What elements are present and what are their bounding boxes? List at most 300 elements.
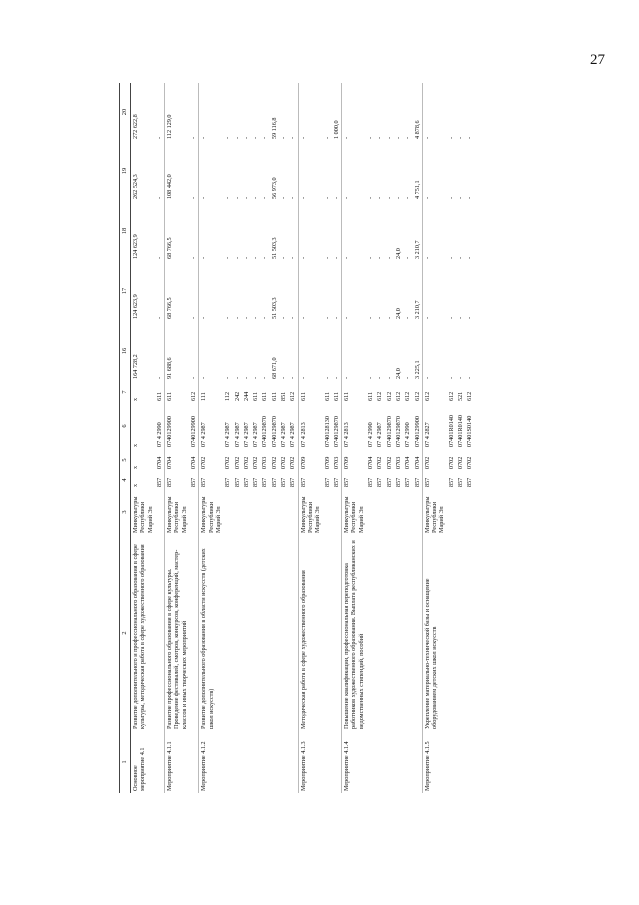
value-2017-cell: - [233,316,241,319]
vr-cell: 244 [242,391,250,401]
value-2019-cell: - [298,141,322,201]
executor-cell [413,489,423,535]
value-2020-cell: - [190,136,198,139]
value-2016-cell: - [456,376,464,379]
value-2017-cell: - [155,316,163,319]
table-row [403,83,412,793]
vr-cell: 612 [466,391,474,401]
event-name-cell [323,731,332,793]
grbs-cell: 857 [280,477,288,487]
executor-cell [233,489,242,535]
value-2016-cell: - [252,376,260,379]
value-2018-cell: - [422,201,446,261]
rzpr-cell: 0702 [385,456,393,469]
executor-cell: Минкультуры Республики Марий Эл [131,489,155,535]
value-2018-cell: - [447,256,455,259]
value-2017-cell: - [376,316,384,319]
value-2017-cell: - [447,316,455,319]
value-2019-cell: - [224,196,232,199]
grbs-cell: 857 [447,477,455,487]
grbs-cell: 857 [367,477,375,487]
event-description-cell [447,535,456,731]
rzpr-cell: 0702 [466,456,474,469]
grbs-cell: х [131,471,155,489]
table-row [189,83,199,793]
value-2017-cell: 51 503,3 [270,297,278,319]
value-2017-cell: - [456,316,464,319]
table-row [199,83,223,793]
event-description-cell [251,535,260,731]
value-2016-cell: - [385,376,393,379]
value-2020-cell: - [466,136,474,139]
value-2019-cell: - [394,196,402,199]
table-row [260,83,269,793]
vr-cell: 111 [199,381,223,403]
value-2019-cell: - [332,196,340,199]
table-row [155,83,165,793]
table-body [131,83,475,793]
header-cell: 18 [120,201,131,261]
value-2017-cell: - [190,316,198,319]
vr-cell: х [131,381,155,403]
csr-cell: 07401R0140 [447,415,455,447]
value-2016-cell: - [242,376,250,379]
value-2016-cell: - [376,376,384,379]
table-row [233,83,242,793]
event-name-cell [279,731,288,793]
value-2017-cell: - [422,261,446,321]
vr-cell: 521 [456,391,464,401]
value-2019-cell: - [376,196,384,199]
value-2020-cell: - [298,83,322,141]
header-cell: 16 [120,321,131,381]
event-name-cell [251,731,260,793]
table-row [394,83,403,793]
value-2019-cell: - [385,196,393,199]
table-row [223,83,232,793]
vr-cell: 612 [413,391,421,401]
value-2017-cell: - [298,261,322,321]
value-2019-cell: 56 973,0 [270,177,278,199]
table-row [165,83,189,793]
rzpr-cell: 0702 [447,456,455,469]
executor-cell: Минкультуры Республики Марий Эл [422,489,446,535]
value-2020-cell: - [280,136,288,139]
value-2018-cell: - [155,256,163,259]
rzpr-cell: 0702 [289,456,297,469]
vr-cell: 851 [280,391,288,401]
vr-cell: 611 [165,381,189,403]
executor-cell [465,489,474,535]
value-2017-cell: - [404,316,412,319]
event-description-cell [332,535,342,731]
event-description-cell: Методическая работа в сфере художественного образования [298,535,322,731]
vr-cell: 612 [422,381,446,403]
value-2018-cell: 51 503,3 [270,237,278,259]
rzpr-cell: 0702 [252,456,260,469]
rzpr-cell: 0703 [394,456,402,469]
value-2017-cell: - [323,316,331,319]
grbs-cell: 857 [289,477,297,487]
budget-table [119,83,475,793]
csr-cell: 07 4 2987 [242,422,250,447]
value-2019-cell: 262 524,3 [131,141,155,201]
rzpr-cell: 0702 [456,456,464,469]
grbs-cell: 857 [224,477,232,487]
table-header [120,83,131,793]
rzpr-cell: 0704 [367,456,375,469]
event-description-cell [233,535,242,731]
grbs-cell: 857 [385,477,393,487]
csr-cell: 07 4 2990 [404,422,412,447]
value-2020-cell: - [289,136,297,139]
value-2019-cell: - [289,196,297,199]
value-2020-cell: - [242,136,250,139]
event-name-cell [403,731,412,793]
value-2018-cell: - [298,201,322,261]
value-2020-cell: - [199,83,223,141]
value-2017-cell: - [224,316,232,319]
event-name-cell [233,731,242,793]
value-2017-cell: - [261,316,269,319]
event-name-cell [413,731,423,793]
executor-cell [394,489,403,535]
table-row [447,83,456,793]
table-row [251,83,260,793]
value-2017-cell: - [242,316,250,319]
value-2018-cell: - [280,256,288,259]
csr-cell: 07 4 2827 [422,403,446,449]
executor-cell [260,489,269,535]
executor-cell [332,489,342,535]
executor-cell [270,489,279,535]
rzpr-cell: 0704 [190,456,198,469]
value-2018-cell: - [323,256,331,259]
csr-cell: 0740129900 [413,416,421,447]
rzpr-cell: 0709 [342,449,366,471]
value-2017-cell: - [466,316,474,319]
value-2019-cell: - [190,196,198,199]
event-description-cell [456,535,465,731]
value-2019-cell: - [242,196,250,199]
value-2018-cell: - [289,256,297,259]
executor-cell [279,489,288,535]
csr-cell: 07 4 2987 [376,422,384,447]
rzpr-cell: 0704 [413,456,421,469]
value-2017-cell: 24,0 [394,308,402,319]
table-row [332,83,342,793]
executor-cell [223,489,232,535]
value-2018-cell: 3 210,7 [413,240,421,259]
event-name-cell [366,731,375,793]
executor-cell: Минкультуры Республики Марий Эл [165,489,189,535]
value-2020-cell: - [376,136,384,139]
csr-cell: 0740129900 [190,416,198,447]
event-description-cell [242,535,251,731]
header-cell: 7 [120,381,131,403]
event-description-cell [375,535,384,731]
rzpr-cell: 0702 [270,456,278,469]
value-2018-cell: - [242,256,250,259]
header-cell: 6 [120,403,131,449]
event-name-cell [270,731,279,793]
value-2018-cell: 124 623,9 [131,201,155,261]
rzpr-cell: 0702 [199,449,223,471]
executor-cell [189,489,199,535]
grbs-cell: 857 [252,477,260,487]
rzpr-cell: 0709 [323,456,331,469]
value-2016-cell: 24,0 [394,368,402,379]
value-2019-cell: - [155,196,163,199]
value-2018-cell: - [342,201,366,261]
value-2018-cell: - [332,256,340,259]
value-2016-cell: - [289,376,297,379]
value-2020-cell: 1 000,0 [332,120,340,139]
rzpr-cell: 0703 [332,456,340,469]
csr-cell: 07401R0140 [456,415,464,447]
executor-cell [323,489,332,535]
executor-cell [403,489,412,535]
event-name-cell [189,731,199,793]
event-description-cell: Развитие дополнительного и профессионального образования в сфере культуры, методическая работа в сфере художественного образования [131,535,155,731]
csr-cell: х [131,403,155,449]
value-2017-cell: 68 766,5 [165,261,189,321]
vr-cell: 612 [404,391,412,401]
grbs-cell: 857 [199,471,223,489]
executor-cell [456,489,465,535]
value-2019-cell: - [456,196,464,199]
value-2017-cell: - [367,316,375,319]
grbs-cell: 857 [394,477,402,487]
value-2016-cell: 164 728,2 [131,321,155,381]
event-description-cell [403,535,412,731]
event-name-cell [385,731,394,793]
vr-cell: 612 [385,391,393,401]
header-cell: 5 [120,449,131,471]
event-name-cell [242,731,251,793]
grbs-cell: 857 [298,471,322,489]
grbs-cell: 857 [332,477,340,487]
value-2016-cell: 3 225,1 [413,360,421,379]
csr-cell: 0740129870 [394,416,402,447]
value-2017-cell: - [342,261,366,321]
vr-cell: 112 [224,391,232,401]
value-2019-cell: - [233,196,241,199]
grbs-cell: 857 [270,477,278,487]
grbs-cell: 857 [404,477,412,487]
grbs-cell: 857 [323,477,331,487]
event-name-cell [394,731,403,793]
value-2020-cell: - [394,136,402,139]
table-row [131,83,155,793]
value-2019-cell: - [252,196,260,199]
value-2020-cell: - [422,83,446,141]
value-2019-cell: - [447,196,455,199]
value-2019-cell: 108 442,0 [165,141,189,201]
event-description-cell: Развитие профессионального образования в сфере культуры. Проведение фестивалей, смотров, конкурсов, конференций, мастер-классов и иных творческих мероприятий [165,535,189,731]
value-2019-cell: 4 751,1 [413,180,421,199]
csr-cell: 07 4 2987 [224,422,232,447]
value-2016-cell: - [190,376,198,379]
csr-cell: 0740129870 [270,416,278,447]
value-2016-cell: - [199,321,223,381]
csr-cell: 07 4 2813 [298,403,322,449]
event-name-cell [155,731,165,793]
event-description-cell [223,535,232,731]
vr-cell: 612 [394,391,402,401]
grbs-cell: 857 [155,477,163,487]
table-row [413,83,423,793]
event-name-cell: Мероприятие 4.1.3 [298,731,322,793]
vr-cell: 612 [190,391,198,401]
value-2020-cell: - [367,136,375,139]
csr-cell: 0740129870 [332,416,340,447]
vr-cell: 611 [342,381,366,403]
event-description-cell [279,535,288,731]
value-2018-cell: - [233,256,241,259]
vr-cell: 611 [332,391,340,401]
value-2019-cell: - [261,196,269,199]
executor-cell [447,489,456,535]
table-row [279,83,288,793]
event-description-cell [465,535,474,731]
value-2019-cell: - [422,141,446,201]
event-description-cell: Развитие дополнительного образования в области искусств (детских школ искусств) [199,535,223,731]
value-2020-cell: - [447,136,455,139]
grbs-cell: 857 [233,477,241,487]
csr-cell: 07 4 2987 [289,422,297,447]
value-2019-cell: - [280,196,288,199]
value-2018-cell: - [224,256,232,259]
value-2020-cell: - [155,136,163,139]
vr-cell: 611 [323,391,331,401]
table-row [323,83,332,793]
table-row [288,83,298,793]
executor-cell [155,489,165,535]
value-2019-cell: - [199,141,223,201]
value-2018-cell: - [466,256,474,259]
event-description-cell: Повышение квалификации, профессиональная переподготовка работников художественного образования. Выплата республиканских и ведомственных стипендий, пособий [342,535,366,731]
rzpr-cell: 0702 [233,456,241,469]
rzpr-cell: 0702 [224,456,232,469]
header-cell: 4 [120,471,131,489]
executor-cell [288,489,298,535]
value-2016-cell: 91 688,6 [165,321,189,381]
value-2018-cell: - [376,256,384,259]
event-name-cell [465,731,474,793]
value-2018-cell: - [404,256,412,259]
executor-cell: Минкультуры Республики Марий Эл [298,489,322,535]
event-description-cell [394,535,403,731]
header-cell: 19 [120,141,131,201]
value-2016-cell: - [224,376,232,379]
csr-cell: 07 4 2990 [155,422,163,447]
value-2018-cell: - [385,256,393,259]
vr-cell: 612 [376,391,384,401]
event-name-cell: Мероприятие 4.1.2 [199,731,223,793]
rzpr-cell: 0702 [376,456,384,469]
header-cell: 2 [120,535,131,731]
event-description-cell [366,535,375,731]
value-2019-cell: - [323,196,331,199]
grbs-cell: 857 [190,477,198,487]
value-2016-cell: - [447,376,455,379]
table-row [242,83,251,793]
event-description-cell [155,535,165,731]
value-2019-cell: - [367,196,375,199]
grbs-cell: 857 [466,477,474,487]
value-2016-cell: - [422,321,446,381]
rzpr-cell: 0702 [280,456,288,469]
value-2020-cell: - [323,136,331,139]
event-description-cell [385,535,394,731]
rzpr-cell: 0704 [165,449,189,471]
table-row [375,83,384,793]
table-row [298,83,322,793]
value-2020-cell: - [404,136,412,139]
value-2020-cell: 4 878,6 [413,120,421,139]
rzpr-cell: 0704 [155,456,163,469]
value-2017-cell: - [332,316,340,319]
vr-cell: 612 [289,391,297,401]
value-2016-cell: - [466,376,474,379]
event-name-cell [456,731,465,793]
header-cell: 1 [120,731,131,793]
value-2020-cell: - [342,83,366,141]
rzpr-cell: х [131,449,155,471]
value-2020-cell: - [385,136,393,139]
value-2016-cell: - [323,376,331,379]
vr-cell: 611 [155,391,163,401]
value-2016-cell: - [342,321,366,381]
value-2017-cell: - [252,316,260,319]
event-description-cell: Укрепление материально-технической базы и оснащение оборудованием детских школ искусств [422,535,446,731]
value-2016-cell: - [332,376,340,379]
value-2018-cell: 68 766,5 [165,201,189,261]
vr-cell: 611 [270,391,278,401]
value-2018-cell: - [367,256,375,259]
grbs-cell: 857 [165,471,189,489]
value-2018-cell: - [456,256,464,259]
value-2020-cell: - [224,136,232,139]
value-2018-cell: - [190,256,198,259]
value-2017-cell: 124 623,9 [131,261,155,321]
csr-cell: 0740129870 [261,416,269,447]
value-2016-cell: - [233,376,241,379]
value-2018-cell: 24,0 [394,248,402,259]
page-number: 27 [590,52,605,68]
csr-cell: 07 4 2990 [367,422,375,447]
event-name-cell: Основное мероприятие 4.1 [131,731,155,793]
value-2017-cell: - [199,261,223,321]
rzpr-cell: 0709 [298,449,322,471]
event-name-cell [447,731,456,793]
event-name-cell: Мероприятие 4.1.4 [342,731,366,793]
vr-cell: 611 [367,391,375,401]
event-name-cell: Мероприятие 4.1.1 [165,731,189,793]
executor-cell [242,489,251,535]
table-row [456,83,465,793]
grbs-cell: 857 [242,477,250,487]
value-2018-cell: - [252,256,260,259]
vr-cell: 242 [233,391,241,401]
value-2016-cell: - [367,376,375,379]
table-row [366,83,375,793]
value-2020-cell: 59 116,8 [270,117,278,139]
csr-cell: 07401S0140 [466,415,474,447]
grbs-cell: 857 [342,471,366,489]
csr-cell: 0740129900 [165,403,189,449]
